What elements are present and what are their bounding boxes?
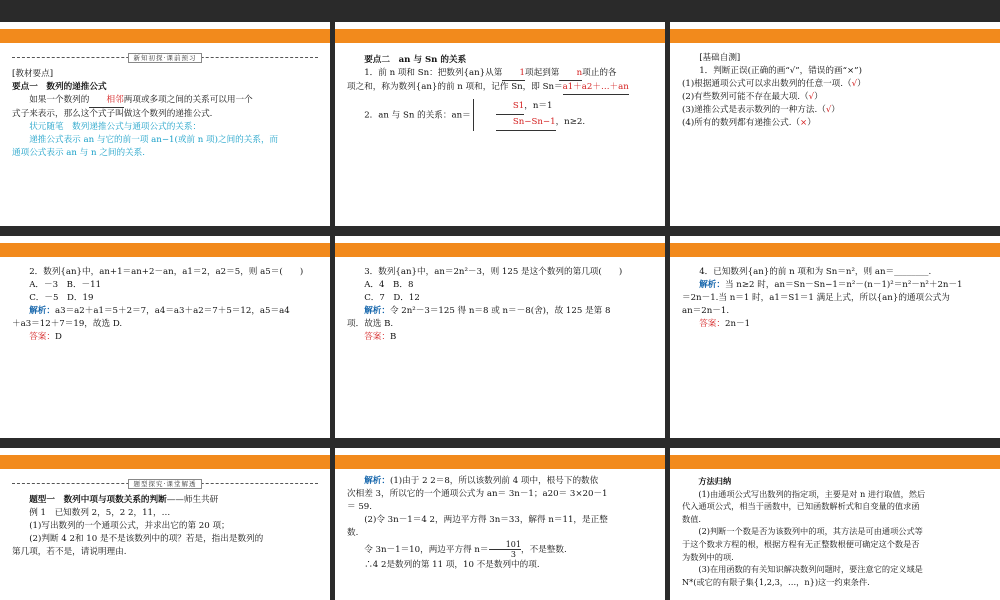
- solution: ＋a3＝12＋7＝19，故选 D.: [12, 319, 123, 329]
- slide-4[interactable]: [0, 236, 330, 433]
- option: C．7 D．12: [364, 293, 420, 303]
- answer: 答案：B: [364, 332, 397, 342]
- text-line: 代入通项公式，相当于函数中，已知函数解析式和自变量的值求函: [682, 501, 920, 512]
- slide-9[interactable]: [670, 448, 1000, 600]
- slide-stripe: [335, 29, 665, 43]
- judge-item: (1)根据通项公式可以求出数列的任意一项.（√）: [682, 79, 866, 89]
- solution: 解析：当 n≥2 时，an＝Sn－Sn−1＝n²－(n－1)²＝n²－n²＋2n－1: [699, 280, 963, 290]
- solution: ∴4 2是数列的第 11 项，10 不是数列中的项.: [364, 560, 540, 570]
- slide-stripe: [670, 455, 1000, 469]
- solution: 解析：a3＝a2＋a1＝5＋2＝7，a4＝a3＋a2＝7＋5＝12，a5＝a4: [29, 306, 290, 316]
- slide-stripe: [0, 243, 330, 257]
- question: 3．数列{an}中，an＝2n²－3，则 125 是这个数列的第几项( ): [364, 267, 623, 277]
- solution: 令 3n－1＝10，两边平方得 n＝ $\frac{101}{3}$ ，不是整数.: [364, 540, 567, 559]
- answer: 答案：D: [29, 332, 62, 342]
- section-banner: 新知初探·课前预习: [12, 52, 318, 62]
- answer: 答案：2n－1: [699, 319, 751, 329]
- slide-8[interactable]: [335, 448, 665, 600]
- text-line: 于这个数求方程的根，根据方程有无正整数根便可确定这个数是否: [682, 538, 920, 549]
- heading: 方法归纳: [698, 476, 732, 486]
- slide-stripe: [0, 29, 330, 43]
- question: 1．判断正误(正确的画“√”，错误的画“×”): [699, 66, 862, 76]
- text-line: 1．前 n 项和 Sn：把数列{an}从第 1项起到第 n项止的各: [347, 67, 653, 81]
- text-line: (1)由通项公式写出数列的指定项，主要是对 n 进行取值，然后: [698, 488, 926, 499]
- option: C．－5 D．19: [29, 293, 94, 303]
- example: 例 1 已知数列 2，5，2 2，11，…: [29, 508, 171, 518]
- text-line: (1)写出数列的一个通项公式，并求出它的第 20 项；: [29, 521, 230, 531]
- text-line: (3)在用函数的有关知识解决数列问题时，要注意它的定义域是: [698, 564, 923, 575]
- slide-stripe: [335, 243, 665, 257]
- divider-h1: [0, 226, 1000, 236]
- text-line: 如果一个数列的 相邻两项或多项之间的关系可以用一个: [12, 94, 318, 108]
- slide-stripe: [0, 455, 330, 469]
- question: 4．已知数列{an}的前 n 项和为 Sn＝n²，则 an＝________.: [699, 267, 932, 277]
- section-banner: 题型探究·课堂解透: [12, 478, 318, 488]
- heading: 要点一 数列的递推公式: [12, 82, 107, 92]
- text-line: (2)判断一个数是否为该数列中的项，其方法是可由通项公式等: [698, 526, 923, 537]
- solution: 解析：(1)由于 2 2＝8，所以该数列前 4 项中，根号下的数依: [364, 476, 599, 486]
- text-line: 式子来表示，那么这个式子叫做这个数列的递推公式.: [12, 109, 213, 119]
- option: A．－3 B．－11: [29, 280, 102, 290]
- option: A．4 B．8: [364, 280, 414, 290]
- text-line: [教材要点]: [12, 69, 54, 79]
- text-line: N*(或它的有限子集{1,2,3，…，n})这一约束条件.: [682, 576, 870, 587]
- piecewise-brace: S1，n＝1 Sn−Sn−1，n≥2.: [473, 99, 585, 131]
- slide-stripe: [670, 29, 1000, 43]
- slide-3[interactable]: [670, 22, 1000, 219]
- judge-item: (3)递推公式是表示数列的一种方法.（√）: [682, 105, 840, 115]
- slide-stripe: [335, 455, 665, 469]
- text-line: [基础自测]: [699, 53, 741, 63]
- heading: 要点二 an 与 Sn 的关系: [364, 55, 467, 65]
- tip-text: 递推公式表示 an 与它的前一项 an−1(或前 n 项)之间的关系，而: [29, 135, 279, 145]
- question: 2．数列{an}中，an+1＝an+2－an，a1＝2，a2＝5，则 a5＝( ): [29, 267, 304, 277]
- text-line: (2)判断 4 2和 10 是不是该数列中的项？若是，指出是数列的: [29, 534, 264, 544]
- heading: 题型一 数列中项与项数关系的判断——师生共研: [29, 495, 219, 505]
- solution: (2)令 3n－1＝4 2，两边平方得 3n＝33，解得 n＝11，是正整: [364, 515, 608, 525]
- formula-line: 2．an 与 Sn 的关系：an＝ S1，n＝1 Sn−Sn−1，n≥2.: [347, 99, 653, 131]
- tip-heading: 状元随笔 数列递推公式与通项公式的关系：: [29, 122, 202, 132]
- text-line: 项之和，称为数列{an}的前 n 项和，记作 Sn，即 Sn＝a1＋a2＋…＋an: [347, 81, 653, 95]
- tip-text: 通项公式表示 an 与 n 之间的关系.: [12, 148, 145, 158]
- solution: ＝2n－1.当 n＝1 时，a1＝S1＝1 满足上式，所以{an}的通项公式为: [682, 293, 950, 303]
- text-line: 第几项，若不是，请说明理由.: [12, 547, 127, 557]
- slide-1[interactable]: [0, 22, 330, 219]
- text-line: 为数列中的项.: [682, 551, 734, 562]
- top-bar: [0, 0, 1000, 22]
- divider-h2: [0, 438, 1000, 448]
- judge-item: (2)有些数列可能不存在最大项.（√）: [682, 92, 823, 102]
- solution: ＝ 59.: [347, 502, 372, 512]
- slide-2[interactable]: [335, 22, 665, 219]
- slide-7[interactable]: [0, 448, 330, 600]
- solution: 数.: [347, 528, 359, 538]
- solution: 项．故选 B.: [347, 319, 394, 329]
- slide-5[interactable]: [335, 236, 665, 433]
- slide-stripe: [670, 243, 1000, 257]
- solution: 解析：令 2n²－3＝125 得 n＝8 或 n＝－8(舍)，故 125 是第 8: [364, 306, 611, 316]
- fraction: $\frac{101}{3}$: [489, 540, 521, 559]
- judge-item: (4)所有的数列都有递推公式.（×）: [682, 118, 816, 128]
- text-line: 数值.: [682, 513, 701, 524]
- solution: an＝2n－1.: [682, 306, 730, 316]
- solution: 次相差 3，所以它的一个通项公式为 an＝ 3n－1；a20＝ 3×20－1: [347, 489, 608, 499]
- slide-6[interactable]: [670, 236, 1000, 433]
